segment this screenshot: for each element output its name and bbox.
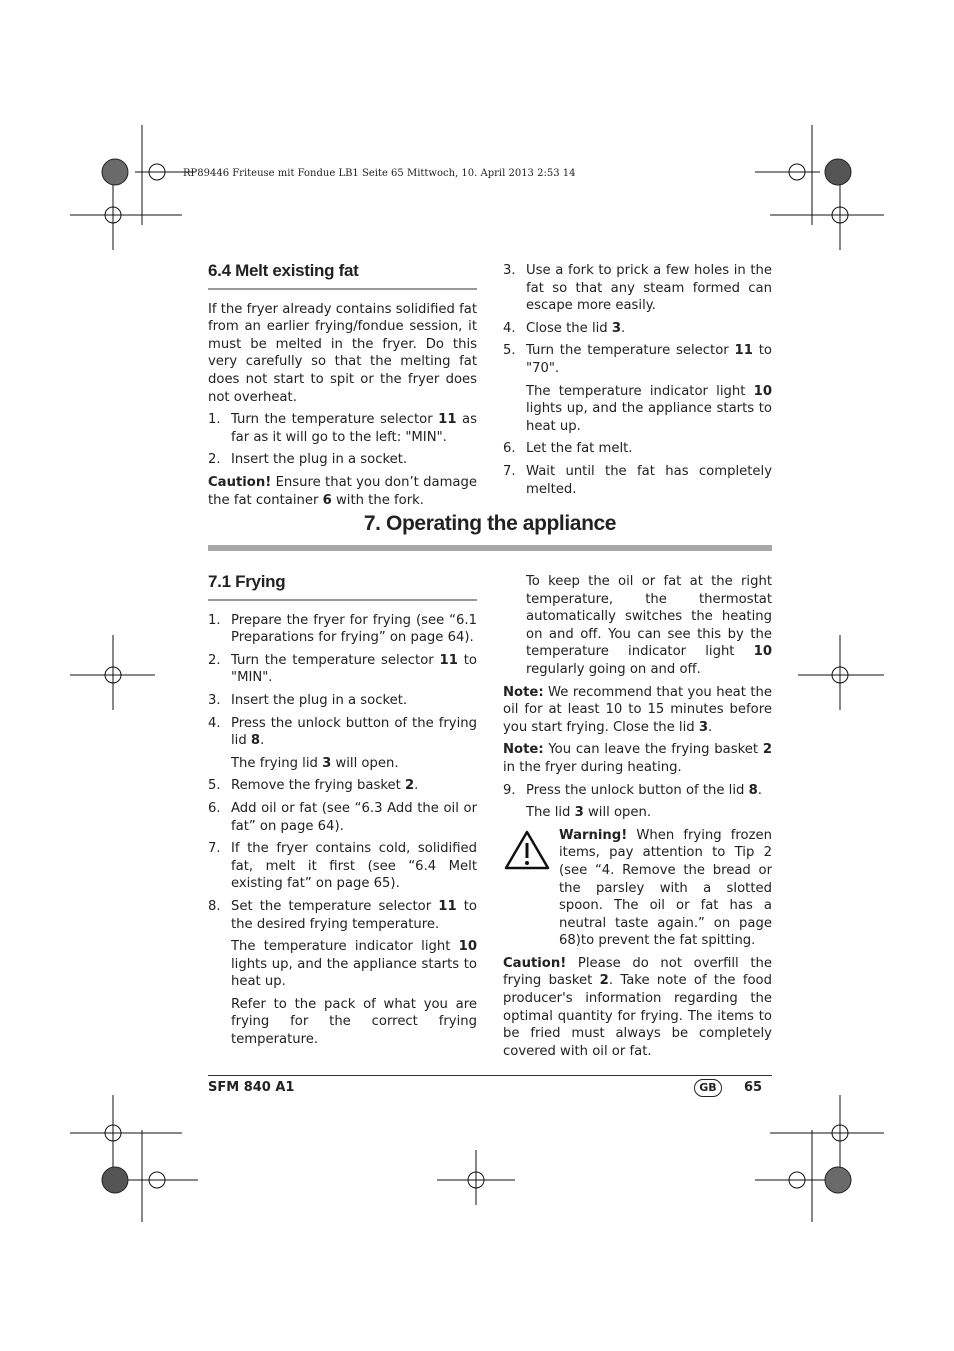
footer-model: SFM 840 A1	[208, 1080, 295, 1095]
list-subtext: The frying lid 3 will open.	[231, 755, 399, 771]
list-number: 4.	[208, 715, 221, 731]
section-7-1-title: 7.1 Frying	[208, 573, 477, 601]
list-number: 6.	[208, 800, 221, 816]
list-item	[208, 800, 477, 835]
crosshair-mark-bl	[70, 1095, 198, 1222]
chapter-title: 7. Operating the appliance	[363, 512, 617, 535]
list-text: Turn the temperature selector 11 as far as it will go to the left: "MIN".	[231, 412, 477, 445]
list-text: Insert the plug in a socket.	[231, 692, 408, 708]
note-paragraph: Note: We recommend that you heat the oil for at least 10 to 15 minutes before you start frying. Close the lid 3.	[503, 684, 772, 735]
section-7-1-right	[503, 573, 772, 1065]
section-6-4-intro: If the fryer already contains solidified fat from an earlier frying/fondue session, it must be melted in the fryer. Do this very carefully so that the melting fat does not start to spit or the fryer does not overheat.	[208, 301, 477, 405]
section-6-4-right	[503, 262, 772, 503]
crosshair-mark-tl	[70, 125, 195, 250]
list-item	[503, 782, 772, 800]
caution-paragraph: Caution! Ensure that you don’t damage the fat container 6 with the fork.	[208, 474, 477, 508]
list-text: Press the unlock button of the lid 8.	[526, 782, 762, 798]
list-text: Remove the frying basket 2.	[231, 778, 419, 794]
chapter-divider	[208, 545, 772, 551]
list-item	[503, 342, 772, 377]
list-item	[208, 715, 477, 750]
warning-text: Warning! When frying frozen items, pay attention to Tip 2 (see “4. Remove the bread or the parsley with a slotted spoon. The oil or fat has a neutral taste again.” on page 68)to prevent the fat spitting.	[559, 827, 772, 949]
list-number: 2.	[208, 452, 221, 468]
list-item	[208, 777, 477, 795]
section-7-1-left	[208, 573, 477, 1054]
crosshair-mark-mr	[798, 635, 884, 710]
list-subtext: The lid 3 will open.	[526, 805, 652, 821]
list-item	[503, 320, 772, 338]
list-subtext: The temperature indicator light 10 lights up, and the appliance starts to heat up.	[231, 939, 477, 990]
list-subtext: Refer to the pack of what you are frying for the correct frying temperature.	[231, 996, 477, 1048]
list-text: Wait until the fat has completely melted.	[526, 463, 772, 497]
list-subtext: The temperature indicator light 10 lights up, and the appliance starts to heat up.	[526, 383, 772, 434]
list-item	[208, 411, 477, 446]
list-number: 1.	[208, 612, 221, 628]
list-text: Use a fork to prick a few holes in the fat so that any steam formed can escape more easily.	[526, 263, 772, 314]
list-text: Turn the temperature selector 11 to "70".	[526, 343, 772, 376]
language-badge: GB	[694, 1079, 722, 1097]
crosshair-mark-ml	[70, 635, 155, 710]
list-text: Turn the temperature selector 11 to "MIN".	[231, 652, 477, 686]
list-text: Add oil or fat (see “6.3 Add the oil or fat” on page 64).	[231, 800, 477, 834]
crosshair-mark-bc	[437, 1150, 515, 1205]
list-text: Set the temperature selector 11 to the desired frying temperature.	[231, 898, 477, 932]
list-text: Prepare the fryer for frying (see “6.1 Preparations for frying” on page 64).	[231, 612, 477, 646]
list-text: If the fryer contains cold, solidified fat, melt it first (see “6.4 Melt existing fat” on page 65).	[231, 841, 477, 892]
list-number: 2.	[208, 652, 221, 668]
list-text: Insert the plug in a socket.	[231, 452, 408, 468]
list-item	[208, 652, 477, 687]
list-number: 6.	[503, 441, 516, 457]
list-item	[503, 440, 772, 458]
list-item	[208, 840, 477, 893]
list-item	[208, 612, 477, 647]
list-text: Close the lid 3.	[526, 320, 626, 336]
list-number: 5.	[503, 343, 516, 359]
list-number: 9.	[503, 782, 516, 798]
list-item	[208, 451, 477, 469]
list-text: Let the fat melt.	[526, 441, 633, 457]
section-6-4-title: 6.4 Melt existing fat	[208, 262, 477, 290]
print-header: RP89446 Friteuse mit Fondue LB1 Seite 65 Mittwoch, 10. April 2013 2:53 14	[183, 168, 576, 179]
list-item	[208, 898, 477, 933]
list-number: 4.	[503, 320, 516, 336]
list-number: 7.	[208, 841, 221, 857]
list-number: 1.	[208, 412, 221, 428]
caution-paragraph: Caution! Please do not overfill the frying basket 2. Take note of the food producer's information regarding the optimal quantity for frying. The items to be fried must always be completely covered with oil or fat.	[503, 955, 772, 1059]
list-subtext: To keep the oil or fat at the right temperature, the thermostat automatically switches the heating on and off. You can see this by the temperature indicator light 10 regularly going on and off.	[526, 574, 772, 677]
list-number: 3.	[503, 263, 516, 278]
list-item	[208, 692, 477, 710]
section-6-4-left	[208, 262, 477, 514]
crosshair-mark-br	[755, 1095, 884, 1222]
list-number: 7.	[503, 463, 516, 479]
crosshair-mark-tr	[755, 125, 884, 250]
warning-block	[503, 827, 772, 950]
list-item	[503, 463, 772, 498]
page-number: 65	[744, 1080, 763, 1095]
list-number: 8.	[208, 898, 221, 914]
footer-rule	[208, 1075, 772, 1076]
list-item	[503, 262, 772, 315]
warning-triangle-icon	[503, 827, 559, 950]
list-number: 3.	[208, 692, 221, 708]
note-paragraph: Note: You can leave the frying basket 2 in the fryer during heating.	[503, 742, 772, 775]
list-number: 5.	[208, 778, 221, 794]
list-text: Press the unlock button of the frying lid 8.	[231, 715, 477, 749]
